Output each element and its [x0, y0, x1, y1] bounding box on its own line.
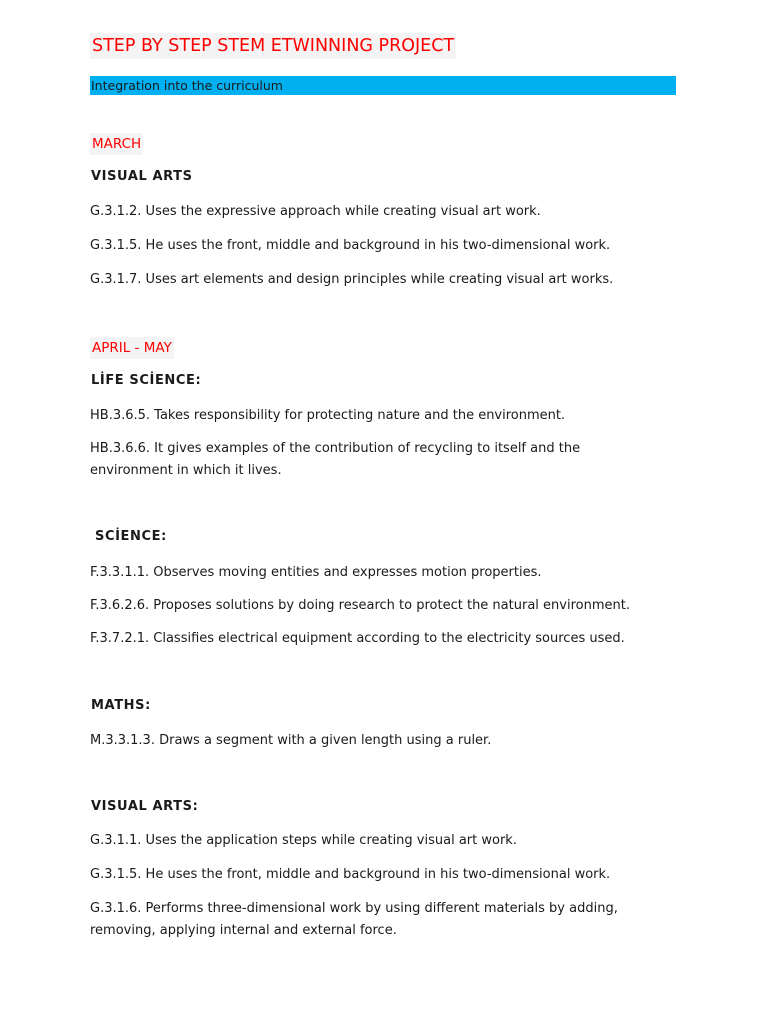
section-banner: Integration into the curriculum [90, 76, 676, 95]
curriculum-item: G.3.1.2. Uses the expressive approach while creating visual art work. [90, 204, 541, 219]
curriculum-item: F.3.7.2.1. Classifies electrical equipment according to the electricity sources used. [90, 631, 625, 646]
subject-heading-life-science: LİFE SCİENCE: [91, 373, 202, 388]
month-heading-march: MARCH [90, 133, 143, 155]
curriculum-item: HB.3.6.5. Takes responsibility for protecting nature and the environment. [90, 408, 566, 423]
subject-heading-maths: MATHS: [91, 698, 151, 713]
subject-heading-visual-arts: VISUAL ARTS [91, 169, 193, 184]
curriculum-item: F.3.3.1.1. Observes moving entities and expresses motion properties. [90, 565, 542, 580]
curriculum-item: M.3.3.1.3. Draws a segment with a given length using a ruler. [90, 733, 492, 748]
curriculum-item: G.3.1.1. Uses the application steps while creating visual art work. [90, 833, 517, 848]
month-heading-april-may: APRIL - MAY [90, 337, 174, 359]
curriculum-item: F.3.6.2.6. Proposes solutions by doing research to protect the natural environment. [90, 598, 630, 613]
curriculum-item: G.3.1.7. Uses art elements and design principles while creating visual art works. [90, 272, 614, 287]
curriculum-item: G.3.1.5. He uses the front, middle and background in his two-dimensional work. [90, 238, 611, 253]
subject-heading-science: SCİENCE: [95, 529, 167, 544]
curriculum-item: G.3.1.6. Performs three-dimensional work by using different materials by adding, removing, applying internal and external force. [90, 901, 618, 938]
curriculum-item: HB.3.6.6. It gives examples of the contribution of recycling to itself and the environment in which it lives. [90, 441, 581, 478]
document-title: STEP BY STEP STEM ETWINNING PROJECT [90, 33, 456, 59]
subject-heading-visual-arts-2: VISUAL ARTS: [91, 799, 199, 814]
curriculum-item: G.3.1.5. He uses the front, middle and background in his two-dimensional work. [90, 867, 611, 882]
